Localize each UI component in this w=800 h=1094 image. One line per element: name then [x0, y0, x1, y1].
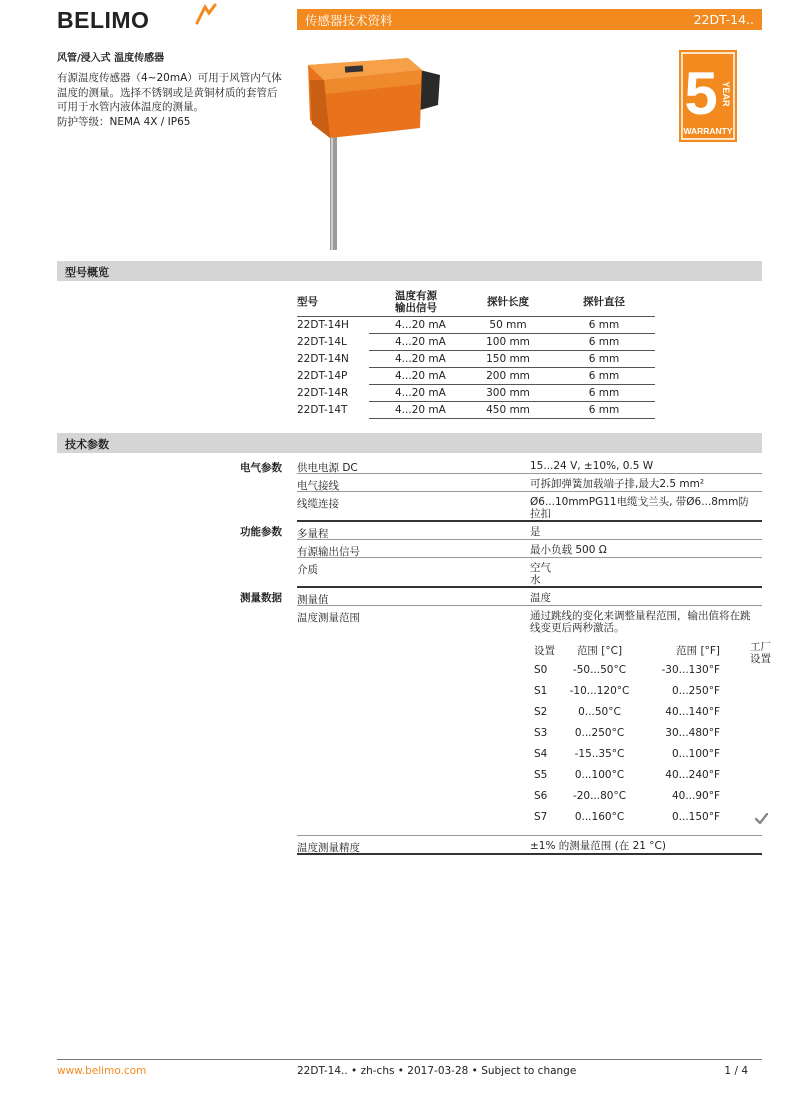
cell-setting: S5: [534, 768, 548, 781]
row-cable: [297, 492, 762, 522]
cell-range-f: -30...130°F: [661, 663, 720, 676]
table-header-row: [297, 288, 655, 316]
cell-setting: S0: [534, 663, 548, 676]
cell-range-c: -50...50°C: [572, 663, 627, 676]
supply-label: 供电电源 DC: [297, 462, 358, 474]
section-type-overview: 型号概览: [57, 261, 762, 281]
logo-swoosh-icon: [195, 3, 217, 25]
table-row: [530, 680, 722, 701]
col-setting: 设置: [534, 645, 555, 657]
cable-label: 线缆连接: [297, 498, 339, 510]
range-label: 温度测量范围: [297, 612, 360, 624]
cell-length: 300 mm: [463, 384, 553, 401]
footer-website-link[interactable]: www.belimo.com: [57, 1065, 147, 1077]
cell-range-c: 0...100°C: [574, 768, 625, 781]
cell-diameter: 6 mm: [553, 316, 655, 333]
col-diameter: 探针直径: [553, 288, 655, 316]
cell-range-c: -10...120°C: [569, 684, 630, 697]
cell-setting: S7: [534, 810, 548, 823]
accuracy-label: 温度测量精度: [297, 842, 360, 854]
cell-signal: 4...20 mA: [369, 333, 463, 350]
accuracy-value: ±1% 的测量范围 (在 21 °C): [530, 840, 666, 852]
cell-setting: S4: [534, 747, 548, 760]
cell-range-f: 0...100°F: [671, 747, 720, 760]
row-output: [297, 540, 762, 558]
warranty-label: WARRANTY: [683, 126, 733, 136]
section-tech-data: 技术参数: [57, 433, 762, 453]
cell-range-c: 0...160°C: [574, 810, 625, 823]
row-multirange: [297, 522, 762, 540]
footer-page-number: 1 / 4: [724, 1065, 748, 1077]
settings-header-row: [530, 643, 722, 659]
cell-length: 50 mm: [463, 316, 553, 333]
cell-type: 22DT-14L: [297, 335, 347, 348]
measured-label: 测量值: [297, 594, 329, 606]
cell-range-f: 40...240°F: [665, 768, 720, 781]
cell-range-c: 0...50°C: [578, 705, 621, 718]
output-label: 有源输出信号: [297, 546, 360, 558]
row-measured: [297, 588, 762, 606]
cell-diameter: 6 mm: [553, 401, 655, 418]
col-signal-line2: 输出信号: [395, 301, 437, 314]
warranty-year: YEAR: [721, 81, 731, 107]
cell-length: 200 mm: [463, 367, 553, 384]
cell-setting: S1: [534, 684, 548, 697]
table-row: [530, 659, 722, 680]
col-type: 型号: [297, 288, 369, 316]
table-row: [530, 722, 722, 743]
cell-range-f: 0...250°F: [671, 684, 720, 697]
cell-type: 22DT-14N: [297, 352, 349, 365]
cell-diameter: 6 mm: [553, 333, 655, 350]
table-row: [530, 743, 722, 764]
factory-default-check-icon: [755, 813, 768, 824]
table-row: [297, 401, 655, 418]
table-row: [297, 384, 655, 401]
col-length: 探针长度: [463, 288, 553, 316]
intro-text: [57, 71, 282, 129]
intro-protection: 防护等级：NEMA 4X / IP65: [57, 115, 191, 128]
cell-signal: 4...20 mA: [369, 350, 463, 367]
warranty-badge: [679, 50, 737, 142]
cell-length: 150 mm: [463, 350, 553, 367]
cell-signal: 4...20 mA: [369, 384, 463, 401]
row-connection: [297, 474, 762, 492]
doc-type: 传感器技术资料: [305, 12, 393, 28]
cell-diameter: 6 mm: [553, 350, 655, 367]
product-subtitle: 风管/浸入式 温度传感器: [57, 53, 165, 64]
col-signal: [369, 288, 463, 316]
cell-type: 22DT-14H: [297, 318, 349, 331]
category-functional: 功能参数: [240, 526, 282, 538]
footer-divider: [57, 1059, 762, 1060]
supply-value: 15...24 V, ±10%, 0.5 W: [530, 460, 654, 472]
cell-setting: S3: [534, 726, 548, 739]
table-row: [530, 701, 722, 722]
cell-range-f: 30...480°F: [665, 726, 720, 739]
connection-value: 可拆卸弹簧加载端子排,最大2.5 mm²: [530, 478, 705, 490]
footer-doc-info: 22DT-14.. • zh-chs • 2017-03-28 • Subject to change: [297, 1065, 577, 1077]
cell-type: 22DT-14R: [297, 386, 349, 399]
multirange-value: 是: [530, 526, 541, 538]
table-row: [297, 316, 655, 333]
row-accuracy: [297, 836, 762, 855]
cell-diameter: 6 mm: [553, 367, 655, 384]
table-row: [297, 367, 655, 384]
model-code: 22DT-14..: [693, 12, 754, 27]
measured-value: 温度: [530, 592, 551, 604]
cell-length: 100 mm: [463, 333, 553, 350]
cell-range-c: 0...250°C: [574, 726, 625, 739]
cell-range-f: 0...150°F: [671, 810, 720, 823]
multirange-label: 多量程: [297, 528, 329, 540]
cell-setting: S6: [534, 789, 548, 802]
factory-setting-label: 工厂设置: [750, 641, 771, 665]
intro-description: 有源温度传感器（4~20mA）可用于风管内气体温度的测量。选择不锈钢或是黄铜材质的套管后可用于水管内液体温度的测量。: [57, 72, 282, 113]
logo-text: BELIMO: [57, 6, 150, 33]
col-range-f: 范围 [°F]: [676, 645, 720, 657]
belimo-logo: [57, 7, 149, 33]
table-row: [530, 764, 722, 785]
category-measurement: 测量数据: [240, 592, 282, 604]
connection-label: 电气接线: [297, 480, 339, 492]
col-signal-line1: 温度有源: [395, 289, 437, 302]
cell-signal: 4...20 mA: [369, 401, 463, 418]
cell-range-f: 40...140°F: [665, 705, 720, 718]
product-image: [300, 50, 450, 255]
cell-diameter: 6 mm: [553, 384, 655, 401]
cell-type: 22DT-14T: [297, 403, 348, 416]
cell-signal: 4...20 mA: [369, 367, 463, 384]
cell-range-c: -15..35°C: [574, 747, 625, 760]
table-row: [530, 785, 722, 806]
type-overview-table: [297, 288, 655, 419]
cell-signal: 4...20 mA: [369, 316, 463, 333]
title-bar: [297, 9, 762, 30]
warranty-number: 5: [684, 60, 718, 127]
col-range-c: 范围 [°C]: [576, 645, 623, 657]
cell-length: 450 mm: [463, 401, 553, 418]
row-supply: [297, 456, 762, 474]
medium-label: 介质: [297, 564, 318, 576]
category-electrical: 电气参数: [240, 462, 282, 474]
range-settings-table: [530, 643, 722, 827]
cell-setting: S2: [534, 705, 548, 718]
cell-range-f: 40...90°F: [671, 789, 720, 802]
output-value: 最小负载 500 Ω: [530, 544, 607, 556]
row-medium: [297, 558, 762, 588]
range-value: 通过跳线的变化来调整量程范围，输出值将在跳线变更后两秒激活。: [530, 610, 751, 634]
table-row: [530, 806, 722, 827]
cell-type: 22DT-14P: [297, 369, 348, 382]
table-row: [297, 333, 655, 350]
cell-range-c: -20...80°C: [572, 789, 627, 802]
cable-value: Ø6...10mmPG11电缆戈兰头, 带Ø6...8mm防拉扣: [530, 496, 749, 520]
medium-value: [530, 562, 755, 586]
table-row: [297, 350, 655, 367]
medium-air: 空气: [530, 562, 551, 574]
medium-water: 水: [530, 574, 541, 586]
